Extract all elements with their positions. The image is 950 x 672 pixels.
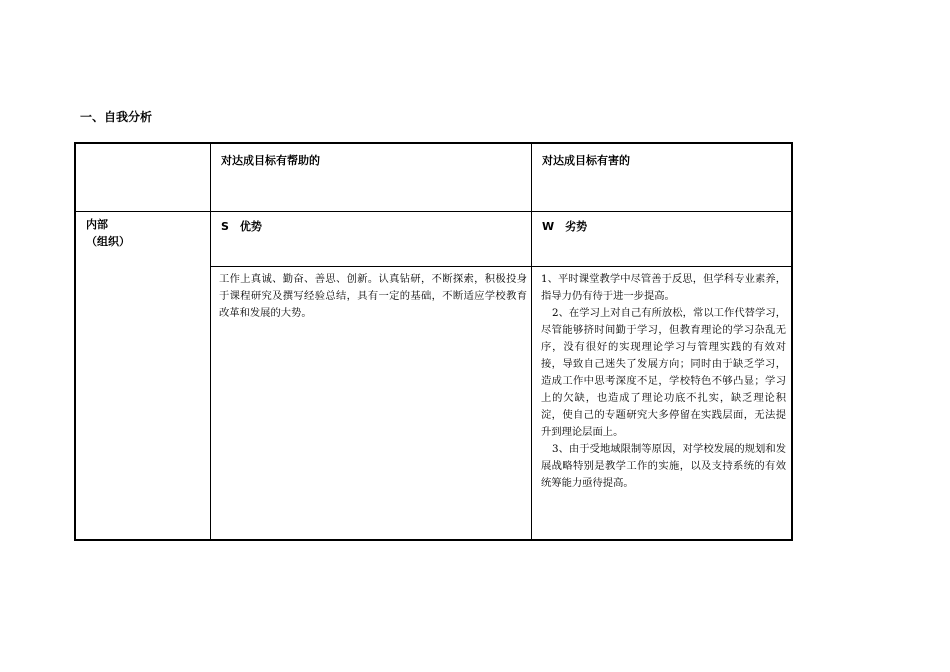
- weaknesses-content-cell: [532, 267, 793, 541]
- corner-cell: [75, 143, 211, 212]
- strengths-content-cell: [211, 267, 532, 541]
- weakness-item-3: 3、由于受地域限制等原因，对学校发展的规划和发展战略特别是教学工作的实施，以及支持系统的有效统筹能力亟待提高。: [541, 443, 786, 489]
- section-heading: 一、自我分析: [80, 110, 153, 124]
- internal-label-line2: （组织）: [86, 235, 130, 248]
- weaknesses-list: [532, 267, 791, 492]
- strengths-title: S 优势: [221, 220, 262, 233]
- swot-table: [74, 142, 793, 541]
- internal-label-line1: 内部: [86, 218, 108, 231]
- internal-label-cell: [75, 212, 211, 541]
- helpful-header: 对达成目标有帮助的: [221, 154, 320, 167]
- weaknesses-title: W 劣势: [542, 220, 588, 233]
- strengths-title-cell: [211, 212, 532, 267]
- weakness-item-2: 2、在学习上对自己有所放松，常以工作代替学习，尽管能够挤时间勤于学习，但教育理论的学习杂乱无序，没有很好的实现理论学习与管理实践的有效对接，导致自己迷失了发展方向；同时由于缺乏学习，造成工作中思考深度不足，学校特色不够凸显；学习上的欠缺，也造成了理论功底不扎实，缺乏理论积淀，使自己的专题研究大多停留在实践层面，无法提升到理论层面上。: [541, 307, 786, 438]
- internal-row: [75, 212, 792, 267]
- harmful-header-cell: [532, 143, 793, 212]
- header-row: [75, 143, 792, 212]
- internal-label: [76, 212, 210, 250]
- strengths-text: 工作上真诚、勤奋、善思、创新。认真钻研，不断探索，积极投身于课程研究及撰写经验总结，具有一定的基础，不断适应学校教育改革和发展的大势。: [219, 273, 527, 319]
- harmful-header: 对达成目标有害的: [542, 154, 630, 167]
- weaknesses-title-cell: [532, 212, 793, 267]
- helpful-header-cell: [211, 143, 532, 212]
- corner-label: [76, 144, 210, 152]
- weakness-item-1: 1、平时课堂教学中尽管善于反思，但学科专业素养，指导力仍有待于进一步提高。: [541, 273, 786, 302]
